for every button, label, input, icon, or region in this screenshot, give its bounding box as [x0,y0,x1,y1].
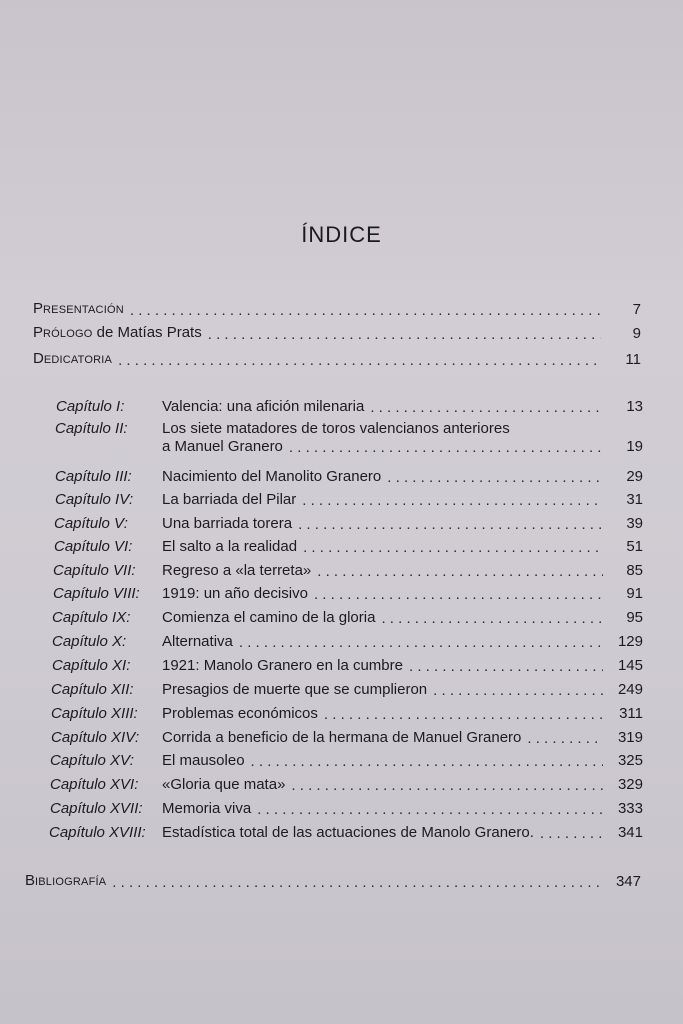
leader-dots [118,353,601,369]
page-number: 333 [617,800,643,817]
chapter-label: Capítulo XVIII: [49,824,146,841]
chapter-title: Valencia: una afición milenaria [162,398,365,415]
toc-chapter-row [51,681,643,699]
page-number: 319 [617,729,643,746]
chapter-label: Capítulo IV: [55,491,134,508]
toc-chapter-row [54,515,643,533]
leader-dots [314,587,603,603]
chapter-title: Presagios de muerte que se cumplieron [162,681,428,698]
chapter-title: «Gloria que mata» [162,776,286,793]
page-number: 29 [626,468,643,485]
chapter-label: Capítulo XV: [50,752,134,769]
chapter-label: Capítulo I: [56,398,125,415]
chapter-title: El salto a la realidad [162,538,298,555]
page-number: 145 [617,657,643,674]
toc-chapter-row [55,438,643,456]
page-number: 51 [626,538,643,555]
leader-dots [257,802,603,818]
toc-chapter-row-first-line [55,420,510,438]
toc-entry-prologo [33,324,641,343]
chapter-title: 1919: un año decisivo [162,585,308,602]
toc-chapter-row [50,752,643,770]
page-number: 91 [626,585,643,602]
page-number: 311 [619,705,643,722]
page-number: 325 [617,752,643,769]
toc-chapter-row [55,491,643,509]
toc-chapter-row [51,705,643,723]
leader-dots [289,440,603,456]
page-number: 347 [615,873,641,890]
leader-dots [317,564,603,580]
chapter-title: 1921: Manolo Granero en la cumbre [162,657,403,674]
page-number: 19 [626,438,643,455]
leader-dots [251,754,603,770]
leader-dots [433,683,603,699]
leader-dots [387,470,603,486]
chapter-title: Los siete matadores de toros valencianos anteriores [162,420,510,437]
entry-label: PRÓLOGO de Matías Prats [33,324,202,341]
toc-chapter-row [56,398,643,416]
chapter-label: Capítulo XII: [51,681,134,698]
page-number: 9 [632,325,641,342]
chapter-title: Nacimiento del Manolito Granero [162,468,382,485]
chapter-title: Una barriada torera [162,515,293,532]
leader-dots [370,400,603,416]
leader-dots [208,327,601,343]
page-number: 95 [626,609,643,626]
chapter-title: Alternativa [162,633,233,650]
page-number: 329 [617,776,643,793]
chapter-label: Capítulo XVI: [50,776,139,793]
toc-entry-bibliografia [25,872,641,891]
toc-chapter-row [55,468,643,486]
chapter-label: Capítulo XIII: [51,705,138,722]
toc-chapter-row [49,824,643,842]
leader-dots [302,493,603,509]
chapter-title: Corrida a beneficio de la hermana de Manuel Granero [162,729,522,746]
page-number: 13 [626,398,643,415]
chapter-label: Capítulo VIII: [53,585,140,602]
leader-dots [381,611,603,627]
chapter-title: El mausoleo [162,752,245,769]
toc-chapter-row [54,538,643,556]
chapter-label: Capítulo II: [55,420,128,437]
chapter-label: Capítulo VII: [53,562,136,579]
page-number: 11 [625,351,641,368]
chapter-label: Capítulo IX: [52,609,131,626]
toc-chapter-row [52,609,643,627]
page-number: 249 [617,681,643,698]
chapter-label: Capítulo XI: [52,657,131,674]
chapter-label: Capítulo XVII: [50,800,143,817]
chapter-title: Regreso a «la terreta» [162,562,312,579]
page-number: 341 [617,824,643,841]
toc-chapter-row [53,562,643,580]
toc-entry-dedicatoria [33,350,641,369]
leader-dots [409,659,603,675]
leader-dots [239,635,603,651]
chapter-title: Problemas económicos [162,705,318,722]
toc-entry-presentacion [33,300,641,319]
chapter-title: a Manuel Granero [162,438,283,455]
chapter-title: Estadística total de las actuaciones de Manolo Granero. [162,824,534,841]
page-number: 7 [632,301,641,318]
toc-chapter-row [53,585,643,603]
chapter-label: Capítulo VI: [54,538,133,555]
leader-dots [130,303,601,319]
toc-chapter-row [50,800,643,818]
chapter-label: Capítulo III: [55,468,132,485]
page-number: 129 [617,633,643,650]
chapter-label: Capítulo X: [52,633,127,650]
toc-chapter-row [51,729,643,747]
page-number: 85 [626,562,643,579]
chapter-title: Comienza el camino de la gloria [162,609,376,626]
leader-dots [540,826,603,842]
page-title: ÍNDICE [301,222,382,247]
toc-chapter-row [52,657,643,675]
entry-label: DEDICATORIA [33,350,113,367]
chapter-label: Capítulo V: [54,515,128,532]
leader-dots [303,540,603,556]
chapter-title: La barriada del Pilar [162,491,297,508]
leader-dots [298,517,603,533]
leader-dots [112,875,601,891]
leader-dots [291,778,603,794]
leader-dots [324,707,603,723]
page-number: 39 [626,515,643,532]
chapter-title: Memoria viva [162,800,252,817]
page-number: 31 [626,491,643,508]
leader-dots [527,731,603,747]
toc-chapter-row [52,633,643,651]
entry-label: BIBLIOGRAFÍA [25,872,107,889]
toc-chapter-row [50,776,643,794]
entry-label: PRESENTACIÓN [33,300,124,317]
chapter-label: Capítulo XIV: [51,729,140,746]
